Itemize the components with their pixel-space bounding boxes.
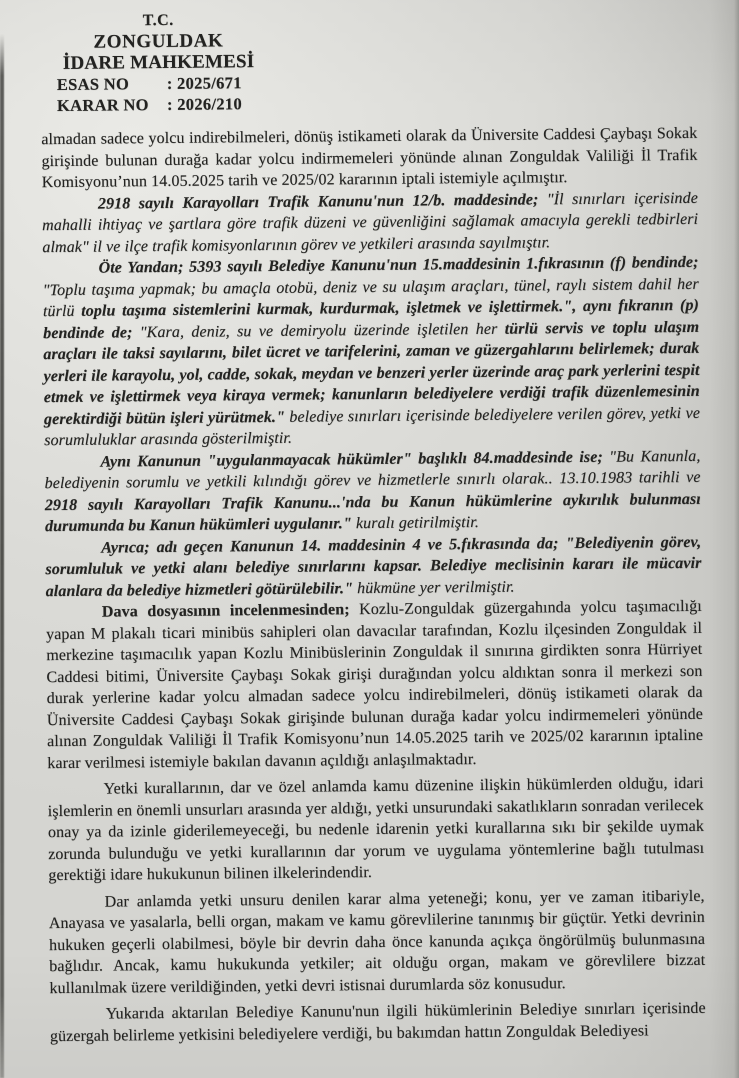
text-run: Ayrıca; adı geçen Kanunun 14. maddesinin 4 ve 5.fıkrasında da; "Belediyenin görev, sorumluluk ve yetki alanı belediye sınırlarını kapsar. Belediye meclisinin kararı ile mücavir alanlara da belediye hizmetleri götürülebilir."	[45, 533, 702, 600]
text-run: Kozlu-Zonguldak güzergahında yolcu taşımacılığı yapan M plakalı ticari minibüs sahipleri olan davacılar tarafından, Kozlu ilçesinden Zonguldak il merkezine taşımacılık yapan Kozlu Minibüslerinin Zonguldak il sınırına girdikten sonra Hürriyet Caddesi bitimi, Üniversite Çaybaşı Sokak girişi durağından yolcu aldıktan sonra il merkezi son durak yerlerine kadar yolcu almadan sadece yolcu indirebilmeleri, dönüş istikameti olarak da Üniversite Caddesi Çaybaşı Sokak girişinde bulunan durağa kadar yolcu indirmemeleri yönünde alınan Zonguldak Valiliği İl Trafik Komisyonu’nun 14.05.2025 tarih ve 2025/02 kararının iptaline karar verilmesi istemiyle bakılan davanın açıldığı anlaşılmaktadır.	[45, 597, 704, 772]
text-run: kuralı getirilmiştir.	[355, 513, 479, 533]
text-run: Yetki kurallarının, dar ve özel anlamda kamu düzenine ilişkin hükümlerden olduğu, idari işlemlerin en önemli unsurları arasında yer aldığı, yetki unsurundaki sakatlıkların sonradan verilecek onay ya da izinle giderilemeyeceği, bu nedenle idarenin yetki kurallarına sıkı bir şekilde uymak zorunda bulunduğu ve yetki kurallarının dar yorum ve uygulama yöntemlerine bağlı tutulması gerektiği idare hukukunun bilinen ilkelerindendir.	[47, 774, 705, 885]
paragraph-4	[44, 445, 701, 537]
decision-number-row	[57, 93, 261, 116]
text-run: almadan sadece yolcu indirebilmeleri, dönüş istikameti olarak da Üniversite Caddesi Çaybaşı Sokak girişinde bulunan durağa kadar yolcu indirmemeleri yönünde alınan Zonguldak Valiliği İl Trafik Komisyonu’nun 14.05.2025 tarih ve 2025/02 kararının iptali istemiyle açılmıştır.	[41, 124, 698, 192]
header-court-name: İDARE MAHKEMESİ	[62, 51, 255, 74]
text-run: 2918 sayılı Karayolları Trafik Kanunu'nun 12/b. maddesinde;	[97, 190, 547, 213]
text-run: "İl sınırları içerisinde mahalli ihtiyaç ve şartlara göre trafik düzeni ve güvenliğini sağlamak amacıyla gerekli tedbirleri almak" il ve ilçe trafik komisyonlarının görev ve yetkileri arasında sayılmıştır.	[42, 189, 699, 256]
header-city: ZONGULDAK	[93, 30, 224, 53]
text-run: hükmüne yer verilmiştir.	[357, 578, 515, 597]
paragraph-2	[42, 187, 699, 258]
text-run: "Kara, deniz, su ve demiryolu üzerinde işletilen her	[139, 320, 505, 341]
case-number-value: : 2025/671	[166, 73, 242, 93]
text-run: Dar anlamda yetki unsuru denilen karar alma yeteneği; konu, yer ve zaman itibariyle, Anayasa ve yasalarla, belli organ, makam ve kamu görevlilerine tanınmış bir güçtür. Yetki devrinin hukuken geçerli olabilmesi, böyle bir devrin daha önce kanunda açıkça öngörülmüş bulunmasına bağlıdır. Ancak, kamu hukukunda yetkiler; ait olduğu organ, makam ve görevlilere bizzat kullanılmak üzere verildiğinden, yetki devri istisnai durumlarda söz konusudur.	[48, 887, 706, 997]
header-republic-abbrev: T.C.	[142, 11, 174, 30]
text-run: 2918 sayılı Karayolları Trafik Kanunu...'nda bu Kanun hükümlerine aykırılık bulunması durumunda bu Kanun hükümleri uygulanır."	[44, 490, 701, 536]
paragraph-1	[41, 123, 698, 194]
text-run: Aynı Kanunun "uygulanmayacak hükümler" başlıklı 84.maddesinde ise;	[100, 448, 610, 471]
text-run: "Bu Kanunla, belediyenin sorumlu ve yetkili kılındığı görev ve hizmetlerle sınırlı olarak.. 13.10.1983 tarihli ve	[44, 447, 701, 493]
text-run: belediye sınırları içerisinde belediyelere verilen görev, yetki ve sorumluluklar arasında gösterilmiştir.	[44, 404, 701, 450]
text-run: Öte Yandan; 5393 sayılı Belediye Kanunu'nun 15.maddesinin 1.fıkrasının (f) bendinde;	[98, 253, 699, 277]
document-header	[56, 10, 261, 116]
paragraph-3	[42, 252, 700, 452]
paragraph-6	[46, 596, 704, 774]
paragraph-7	[47, 773, 704, 887]
decision-number-label: KARAR NO	[56, 95, 149, 115]
text-run: türlü servis ve toplu ulaşım araçları ile taksi sayılarını, bilet ücret ve tarifelerini, zaman ve güzergahlarını belirlemek; durak yerleri ile karayolu, yol, cadde, sokak, meydan ve benzeri yerler üzerinde araç park yerlerini tespit etmek ve işlettirmek veya kiraya vermek; kanunların belediyelere verdiği trafik düzenlemesinin gerektirdiği bütün işleri yürütmek."	[43, 318, 700, 428]
text-run: Dava dosyasının incelenmesinden;	[101, 601, 360, 621]
paragraph-5	[45, 531, 702, 602]
paragraph-8	[49, 885, 706, 999]
case-number-row	[57, 72, 261, 95]
document-body	[41, 123, 706, 1047]
text-run: toplu taşıma sistemlerini kurmak, kurdurmak, işletmek ve işlettirmek.", aynı fıkranın (p) bendinde de;	[43, 296, 700, 342]
text-run: Yukarıda aktarılan Belediye Kanunu'nun ilgili hükümlerinin Belediye sınırları içerisinde güzergah belirleme yetkisini belediyelere verdiği, bu bakımdan hattın Zonguldak Belediyesi	[49, 999, 706, 1045]
paragraph-9	[50, 998, 706, 1047]
text-run: "Toplu taşıma yapmak; bu amaçla otobü, deniz ve su ulaşım araçları, tünel, raylı sistem dahil her türlü	[42, 275, 699, 321]
decision-number-value: : 2026/210	[166, 94, 243, 114]
case-number-label: ESAS NO	[56, 74, 130, 94]
